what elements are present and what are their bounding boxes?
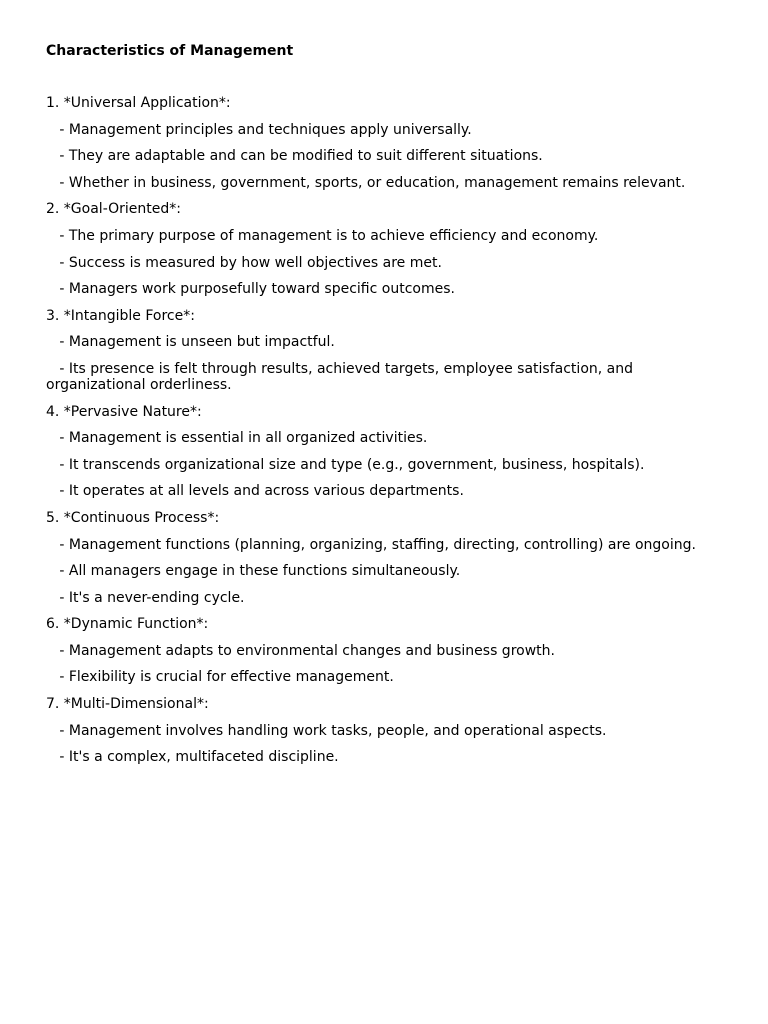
bullet-point: - It operates at all levels and across various departments. bbox=[46, 483, 464, 500]
bullet-point: - Management adapts to environmental changes and business growth. bbox=[46, 642, 555, 659]
bullet-point: - Whether in business, government, sports, or education, management remains relevant. bbox=[46, 174, 686, 191]
bullet-point: - It transcends organizational size and type (e.g., government, business, hospitals). bbox=[46, 456, 645, 473]
bullet-point: - Management principles and techniques apply universally. bbox=[46, 121, 472, 138]
section-multi-dimensional bbox=[46, 696, 722, 765]
section-continuous-process bbox=[46, 510, 722, 606]
section-dynamic-function bbox=[46, 616, 722, 685]
document-title: Characteristics of Management bbox=[46, 43, 294, 59]
bullet-point: - The primary purpose of management is to achieve efficiency and economy. bbox=[46, 227, 599, 244]
bullet-point: - It's a never-ending cycle. bbox=[46, 589, 245, 606]
bullet-point: - Management involves handling work tasks, people, and operational aspects. bbox=[46, 722, 607, 739]
bullet-point: - Management is essential in all organized activities. bbox=[46, 430, 428, 447]
section-pervasive-nature bbox=[46, 404, 722, 500]
bullet-point: - Success is measured by how well objectives are met. bbox=[46, 254, 442, 271]
bullet-point: - It's a complex, multifaceted discipline. bbox=[46, 749, 339, 766]
bullet-point: - Flexibility is crucial for effective management. bbox=[46, 669, 394, 686]
bullet-point: - Management is unseen but impactful. bbox=[46, 334, 335, 351]
bullet-point: - Management functions (planning, organizing, staffing, directing, controlling) are ongoing. bbox=[46, 536, 696, 553]
bullet-point: - Managers work purposefully toward specific outcomes. bbox=[46, 281, 455, 298]
section-universal-application bbox=[46, 95, 722, 191]
section-heading: 1. *Universal Application*: bbox=[46, 95, 231, 111]
section-goal-oriented bbox=[46, 201, 722, 297]
section-heading: 7. *Multi-Dimensional*: bbox=[46, 696, 209, 713]
section-heading: 2. *Goal-Oriented*: bbox=[46, 201, 181, 218]
section-intangible-force bbox=[46, 308, 722, 393]
section-heading: 4. *Pervasive Nature*: bbox=[46, 403, 202, 420]
section-heading: 5. *Continuous Process*: bbox=[46, 509, 220, 526]
bullet-point: - Its presence is felt through results, achieved targets, employee satisfaction, and organizational orderliness. bbox=[46, 360, 638, 393]
section-heading: 6. *Dynamic Function*: bbox=[46, 616, 209, 633]
bullet-point: - All managers engage in these functions simultaneously. bbox=[46, 563, 461, 580]
bullet-point: - They are adaptable and can be modified to suit different situations. bbox=[46, 148, 543, 165]
section-heading: 3. *Intangible Force*: bbox=[46, 307, 195, 324]
